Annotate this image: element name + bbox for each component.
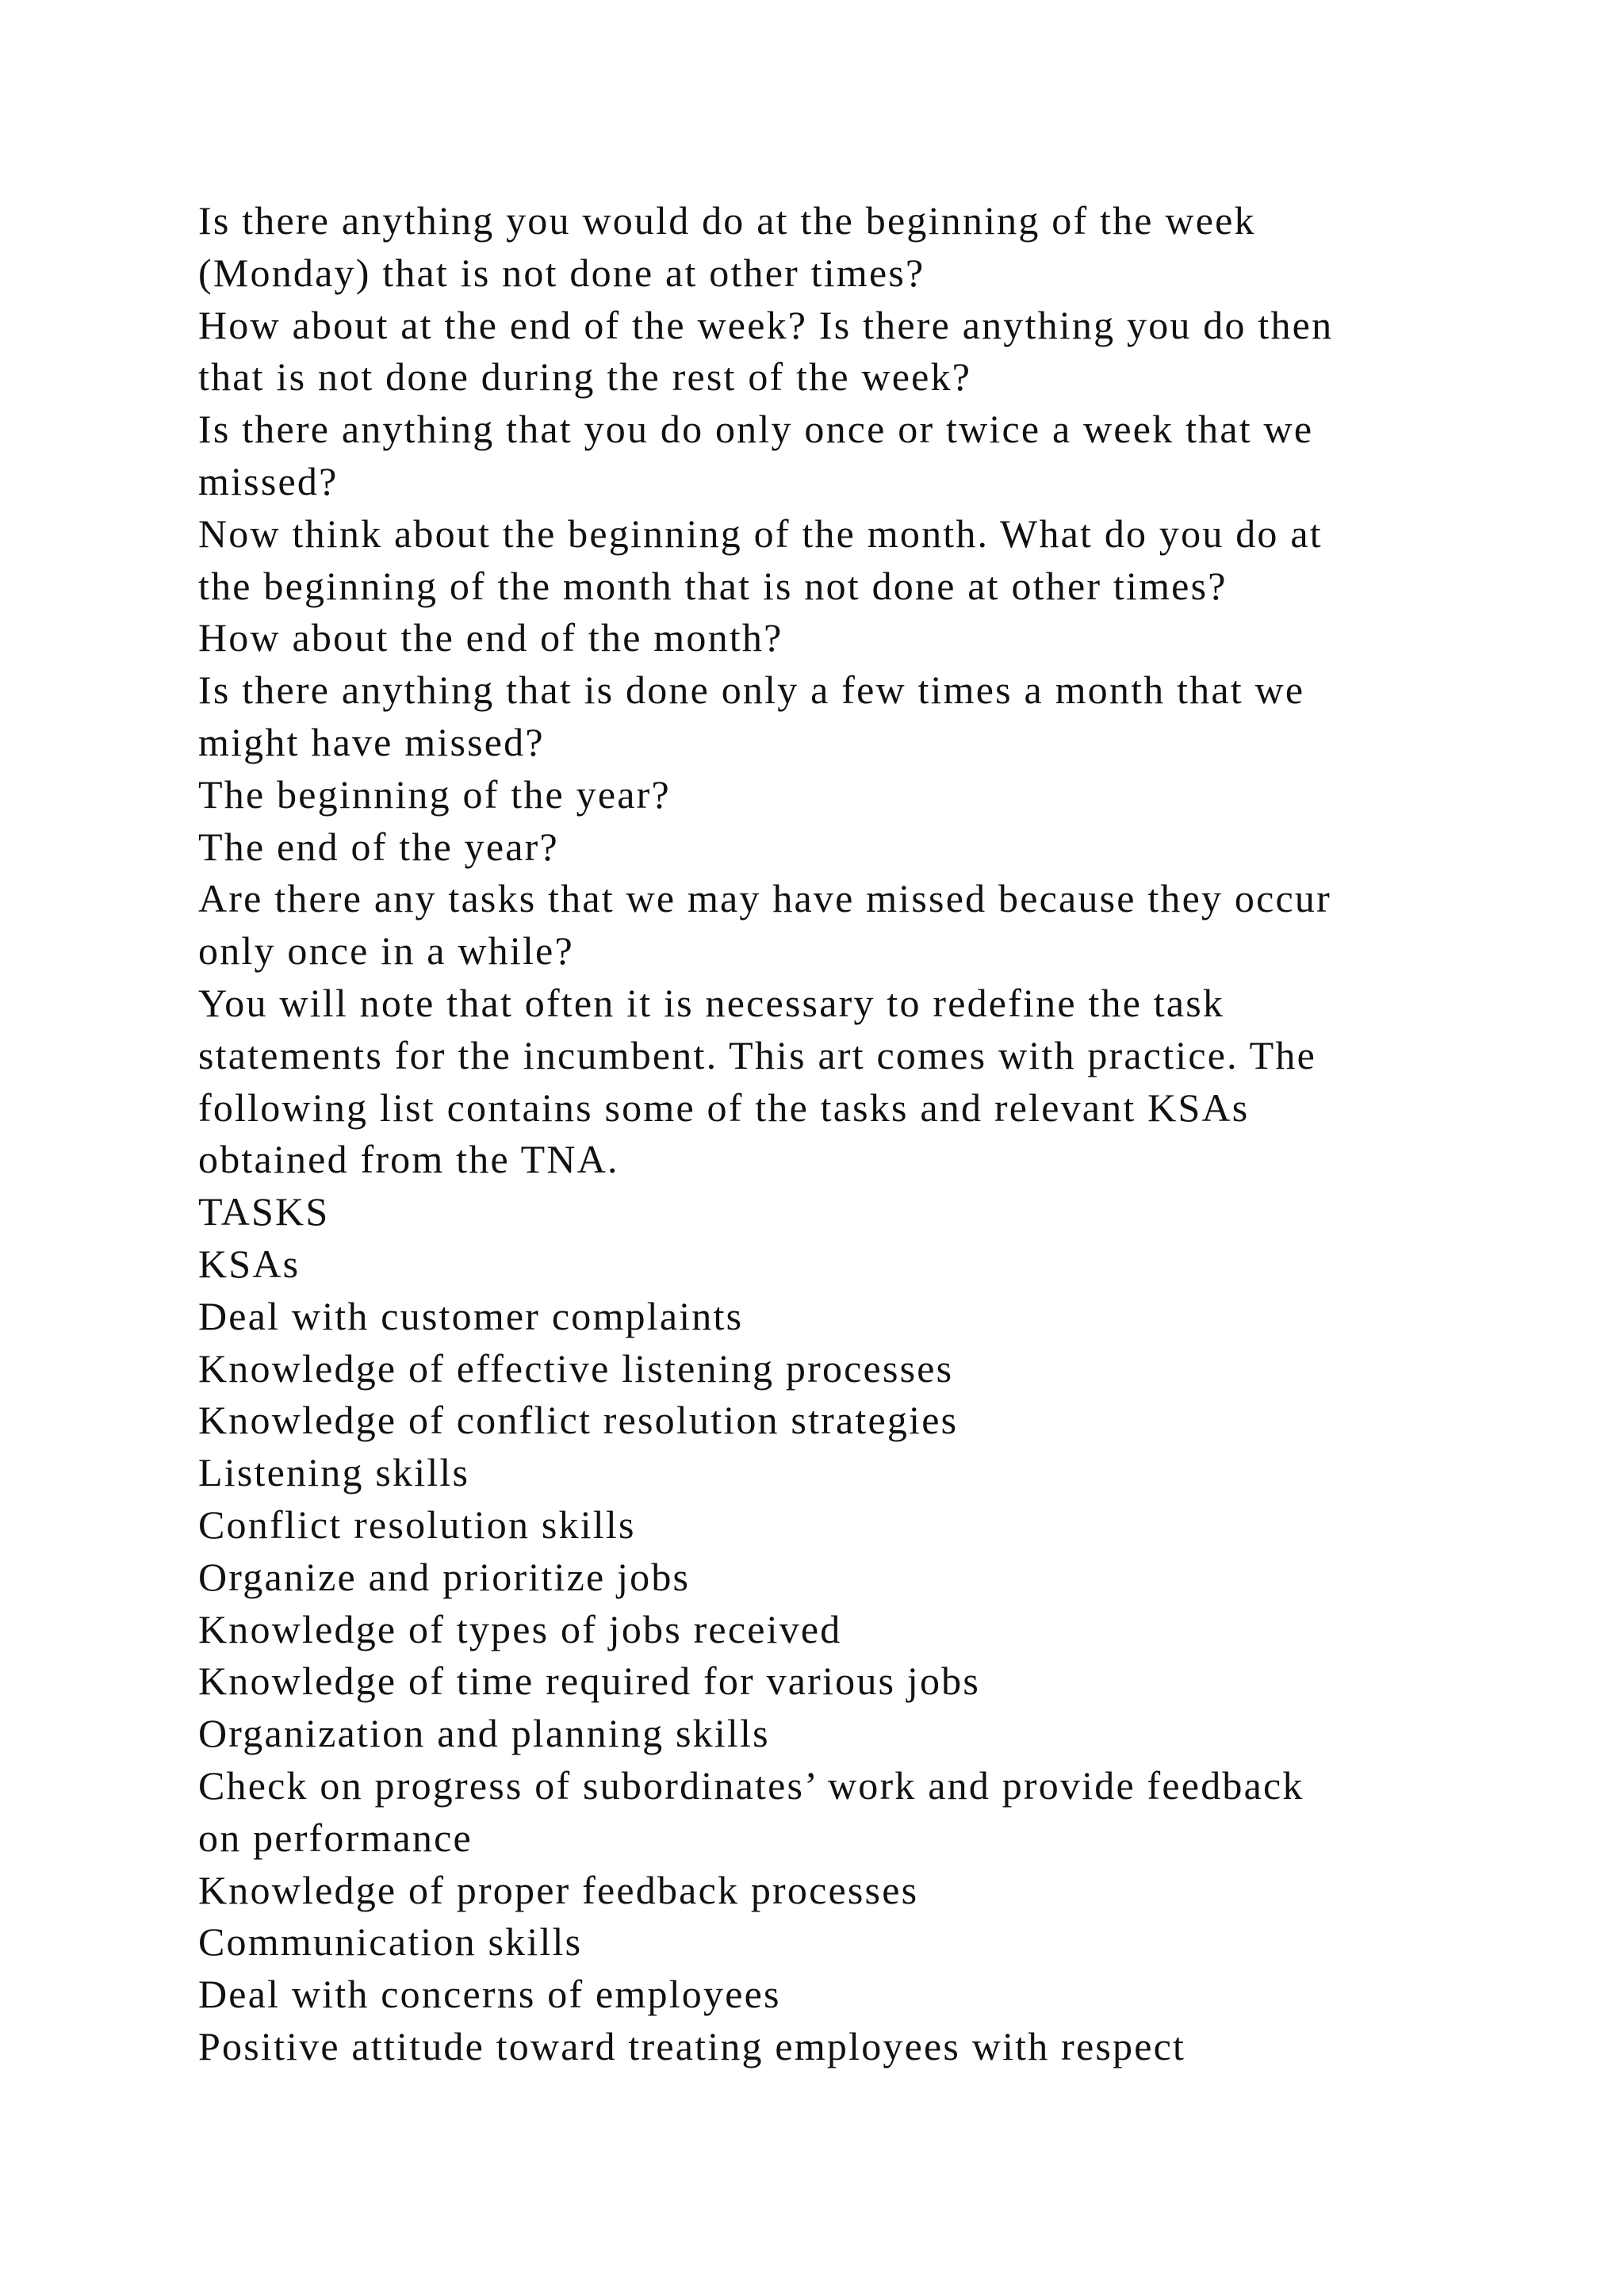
text-line: Organization and planning skills (198, 1711, 770, 1756)
text-line: on performance (198, 1815, 473, 1860)
text-line: Listening skills (198, 1450, 470, 1495)
document-body (198, 195, 1435, 2073)
text-line: following list contains some of the tasks and relevant KSAs (198, 1085, 1250, 1130)
text-line: Positive attitude toward treating employees with respect (198, 2023, 1186, 2068)
text-line: Knowledge of types of jobs received (198, 1606, 842, 1651)
text-line: might have missed? (198, 719, 545, 764)
text-line: only once in a while? (198, 928, 574, 974)
text-line: (Monday) that is not done at other times? (198, 250, 925, 295)
text-line: Is there anything that you do only once or twice a week that we (198, 407, 1314, 452)
text-line: Communication skills (198, 1919, 583, 1965)
text-line: The end of the year? (198, 824, 559, 869)
text-line: Check on progress of subordinates’ work and provide feedback (198, 1762, 1304, 1808)
text-line: The beginning of the year? (198, 771, 671, 817)
text-line: Organize and prioritize jobs (198, 1554, 691, 1599)
text-line: Knowledge of effective listening processes (198, 1345, 954, 1391)
text-line: How about the end of the month? (198, 615, 783, 660)
text-line: the beginning of the month that is not done at other times? (198, 563, 1228, 608)
text-line: Knowledge of proper feedback processes (198, 1867, 919, 1912)
text-line: Now think about the beginning of the month. What do you do at (198, 511, 1323, 556)
text-line: obtained from the TNA. (198, 1137, 619, 1182)
text-line: Conflict resolution skills (198, 1502, 636, 1547)
text-line: statements for the incumbent. This art comes with practice. The (198, 1032, 1316, 1077)
text-line: Is there anything that is done only a few times a month that we (198, 668, 1305, 713)
text-line: How about at the end of the week? Is there anything you do then (198, 302, 1334, 347)
text-line: Deal with concerns of employees (198, 1972, 781, 2017)
text-line: Deal with customer complaints (198, 1293, 744, 1338)
text-line: Are there any tasks that we may have missed because they occur (198, 876, 1331, 921)
text-line: Is there anything you would do at the beginning of the week (198, 198, 1256, 243)
text-line: that is not done during the rest of the week? (198, 354, 972, 400)
text-line: You will note that often it is necessary to redefine the task (198, 980, 1225, 1025)
text-line: Knowledge of conflict resolution strategies (198, 1398, 959, 1443)
section-heading-tasks: TASKS (198, 1189, 330, 1234)
text-line: missed? (198, 458, 339, 503)
text-line: Knowledge of time required for various jobs (198, 1659, 981, 1704)
section-heading-ksas: KSAs (198, 1241, 301, 1286)
